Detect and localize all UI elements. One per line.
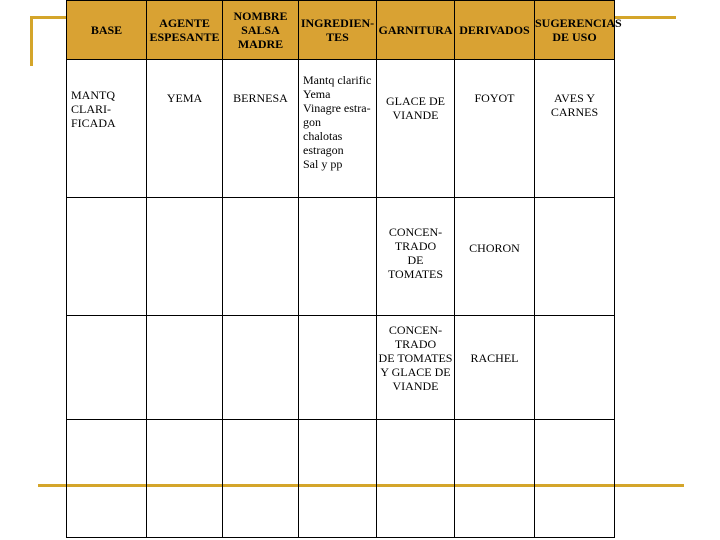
row4-derivado-cell [455,420,535,538]
row2-garnitura-cell [377,198,455,316]
header-sugerencias [535,1,622,60]
row1-ingredientes: Mantq clarific Yema Vinagre estra- gon chalotas estragon Sal y pp [303,73,372,171]
header-derivados [455,1,535,60]
row1-agente-cell [147,60,223,198]
row3-garnitura: CONCEN- TRADO DE TOMATES Y GLACE DE VIANDE [378,323,453,393]
sauce-table [66,0,622,538]
row2-derivado-cell [455,198,535,316]
table-row [67,420,615,538]
row3-sugerencias-cell [535,316,615,420]
row2-agente-cell [147,198,223,316]
row2-garnitura: CONCEN- TRADO DE TOMATES [387,225,444,281]
row1-agente: YEMA [166,91,203,105]
row3-agente-cell [147,316,223,420]
table-row [67,198,615,316]
row1-base-cell [67,60,147,198]
header-row [67,1,615,60]
row1-ingredientes-cell [299,60,377,198]
decor-line-left-vertical [30,16,33,66]
row3-derivado: RACHEL [470,351,519,365]
row2-sugerencias-cell [535,198,615,316]
header-garnitura [377,1,455,60]
header-nombre [223,1,299,60]
row1-nombre: BERNESA [233,91,288,105]
row1-sugerencias-cell [535,60,615,198]
header-derivados-label: DERIVADOS [459,23,530,37]
row3-ingredientes-cell [299,316,377,420]
row4-sugerencias-cell [535,420,615,538]
row4-nombre-cell [223,420,299,538]
row4-agente-cell [147,420,223,538]
row3-base-cell [67,316,147,420]
row1-base: MANTQ CLARI- FICADA [71,88,116,130]
table-row [67,316,615,420]
header-agente [147,1,223,60]
header-ingredientes [299,1,377,60]
row1-garnitura-cell [377,60,455,198]
header-garnitura-label: GARNITURA [378,23,453,37]
row2-base-cell [67,198,147,316]
header-agente-label: AGENTE ESPESANTE [149,16,220,44]
row2-derivado: CHORON [469,241,520,255]
header-base [67,1,147,60]
row3-nombre-cell [223,316,299,420]
row2-ingredientes-cell [299,198,377,316]
row1-derivado-cell [455,60,535,198]
row1-garnitura: GLACE DE VIANDE [386,94,445,122]
header-ingredientes-label: INGREDIEN- TES [300,16,375,44]
row3-garnitura-cell [377,316,455,420]
row1-derivado: FOYOT [474,91,515,105]
row4-garnitura-cell [377,420,455,538]
row1-nombre-cell [223,60,299,198]
row4-ingredientes-cell [299,420,377,538]
row4-base-cell [67,420,147,538]
row3-derivado-cell [455,316,535,420]
header-base-label: BASE [90,23,123,37]
header-nombre-label: NOMBRE SALSA MADRE [233,9,288,51]
table-row [67,60,615,198]
row1-sugerencias: AVES Y CARNES [550,91,599,119]
header-sugerencias-label: SUGERENCIAS DE USO [535,16,622,44]
row2-nombre-cell [223,198,299,316]
